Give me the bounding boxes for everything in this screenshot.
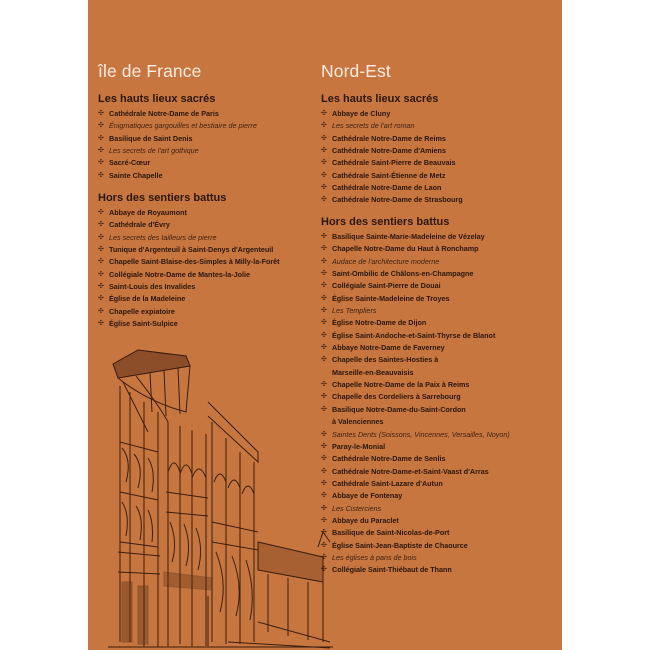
list-item-text: Cathédrale Notre-Dame de Paris — [109, 109, 219, 118]
list-item — [98, 269, 280, 281]
diamond-cross-bullet-icon: ✣ — [98, 246, 104, 254]
diamond-cross-bullet-icon: ✣ — [98, 258, 104, 266]
list-item-text: Cathédrale d'Évry — [109, 220, 170, 230]
list-item — [321, 404, 510, 416]
list-item — [98, 293, 280, 305]
list-item-text: Marseille-en-Beauvaisis — [332, 367, 414, 377]
diamond-cross-bullet-icon: ✣ — [321, 307, 327, 315]
list-item — [98, 133, 257, 145]
list-item-text: Paray-le-Monial — [332, 441, 386, 451]
diamond-cross-bullet-icon: ✣ — [321, 159, 327, 167]
diamond-cross-bullet-icon: ✣ — [321, 134, 327, 142]
list-item-text: Abbaye du Paraclet — [332, 515, 399, 525]
list-item — [321, 182, 463, 194]
diamond-cross-bullet-icon: ✣ — [321, 319, 327, 327]
diamond-cross-bullet-icon: ✣ — [98, 283, 104, 291]
list-item-text: Cathédrale Notre-Dame de Senlis — [332, 454, 446, 464]
list-item — [321, 317, 510, 329]
diamond-cross-bullet-icon: ✣ — [321, 196, 327, 204]
diamond-cross-bullet-icon: ✣ — [321, 356, 327, 364]
diamond-cross-bullet-icon: ✣ — [98, 209, 104, 216]
diamond-cross-bullet-icon: ✣ — [321, 492, 327, 500]
diamond-cross-bullet-icon: ✣ — [321, 171, 327, 179]
list-item-text: Abbaye de Cluny — [332, 109, 391, 118]
list-item — [321, 391, 510, 403]
list-item-text: Chapelle expiatoire — [109, 306, 175, 316]
diamond-cross-bullet-icon: ✣ — [321, 553, 327, 561]
list-item-text: Chapelle des Saintes-Hosties à — [332, 355, 439, 365]
list-item — [321, 157, 463, 169]
list-item — [321, 515, 510, 527]
list-item-text: Les Templiers — [332, 306, 377, 316]
list-item-text: Église Saint-Jean-Baptiste de Chaource — [332, 540, 468, 550]
list-item-text: Saintes Dents (Soissons, Vincennes, Versailles, Noyon) — [332, 429, 510, 439]
diamond-cross-bullet-icon: ✣ — [321, 331, 327, 339]
list-item-text: Église Saint-Sulpice — [109, 319, 178, 329]
list-item-text: Sainte Chapelle — [109, 170, 163, 180]
diamond-cross-bullet-icon: ✣ — [321, 344, 327, 352]
list-item — [321, 120, 463, 132]
item-list — [98, 207, 280, 330]
list-item — [98, 306, 280, 318]
list-item — [98, 318, 280, 330]
list-item — [321, 170, 463, 182]
list-item-text: Basilique Sainte-Marie-Madeleine de Vézelay — [332, 232, 485, 241]
diamond-cross-bullet-icon: ✣ — [98, 147, 104, 155]
diamond-cross-bullet-icon: ✣ — [321, 184, 327, 192]
list-item — [321, 231, 510, 243]
list-item — [321, 305, 510, 317]
list-item-text: Chapelle Saint-Blaise-des-Simples à Milly-la-Forêt — [109, 257, 280, 267]
list-item-text: Abbaye de Royaumont — [109, 208, 187, 217]
list-item — [98, 244, 280, 256]
list-item-text: Audace de l'architecture moderne — [332, 256, 440, 266]
list-item-text: Sacré-Cœur — [109, 158, 151, 168]
diamond-cross-bullet-icon: ✣ — [321, 541, 327, 549]
diamond-cross-bullet-icon: ✣ — [321, 381, 327, 389]
list-item-text: Cathédrale Notre-Dame de Reims — [332, 133, 446, 143]
list-item — [98, 145, 257, 157]
book-page — [88, 0, 562, 650]
list-item-text: Cathédrale Saint-Lazare d'Autun — [332, 478, 443, 488]
list-item — [321, 367, 510, 379]
list-item-text: Cathédrale Notre-Dame-et-Saint-Vaast d'Arras — [332, 466, 489, 476]
list-item — [98, 256, 280, 268]
diamond-cross-bullet-icon: ✣ — [321, 529, 327, 537]
list-item-text: Les Cisterciens — [332, 503, 382, 513]
list-item-text: Abbaye de Fontenay — [332, 491, 403, 501]
item-list — [321, 108, 463, 207]
list-item-text: Église Saint-Andoche-et-Saint-Thyrse de Blanot — [332, 330, 496, 340]
diamond-cross-bullet-icon: ✣ — [98, 171, 104, 179]
list-item-text: Les secrets de l'art gothique — [109, 146, 199, 156]
diamond-cross-bullet-icon: ✣ — [321, 270, 327, 278]
diamond-cross-bullet-icon: ✣ — [321, 566, 327, 574]
list-item-text: Cathédrale Notre-Dame de Laon — [332, 183, 442, 193]
list-item — [321, 268, 510, 280]
diamond-cross-bullet-icon: ✣ — [98, 270, 104, 278]
diamond-cross-bullet-icon: ✣ — [98, 320, 104, 328]
list-item-text: Collégiale Saint-Thiébaut de Thann — [332, 565, 452, 575]
region-title: île de France — [98, 61, 202, 81]
list-item — [321, 527, 510, 539]
list-item — [98, 219, 280, 231]
list-item — [321, 243, 510, 255]
list-item-text: Église de la Madeleine — [109, 294, 186, 304]
list-item-text: Collégiale Saint-Pierre de Douai — [332, 281, 441, 291]
list-item-text: Saint-Louis des Invalides — [109, 282, 196, 292]
list-item — [321, 540, 510, 552]
list-item-text: Chapelle Notre-Dame du Haut à Ronchamp — [332, 244, 479, 254]
diamond-cross-bullet-icon: ✣ — [321, 233, 327, 240]
list-item-text: Les églises à pans de bois — [332, 552, 417, 562]
list-item-text: Église Notre-Dame de Dijon — [332, 318, 427, 328]
section-title: Les hauts lieux sacrés — [98, 93, 216, 105]
list-item — [98, 207, 280, 219]
list-item — [321, 466, 510, 478]
diamond-cross-bullet-icon: ✣ — [98, 221, 104, 229]
list-item — [321, 293, 510, 305]
list-item — [321, 564, 510, 576]
section-title: Hors des sentiers battus — [321, 216, 450, 228]
list-item-text: Basilique de Saint Denis — [109, 133, 193, 143]
list-item — [321, 256, 510, 268]
list-item-text: Tunique d'Argenteuil à Saint-Denys d'Argenteuil — [109, 245, 274, 255]
list-item-text: Cathédrale Notre-Dame d'Amiens — [332, 146, 446, 156]
list-item-text: Cathédrale Notre-Dame de Strasbourg — [332, 195, 463, 205]
section-title: Hors des sentiers battus — [98, 192, 227, 204]
list-item-text: Cathédrale Saint-Pierre de Beauvais — [332, 158, 456, 168]
list-item-text: Chapelle des Cordeliers à Sarrebourg — [332, 392, 461, 402]
diamond-cross-bullet-icon: ✣ — [321, 147, 327, 155]
list-item — [98, 120, 257, 132]
list-item — [321, 342, 510, 354]
list-item-text: Basilique de Saint-Nicolas-de-Port — [332, 528, 450, 538]
diamond-cross-bullet-icon: ✣ — [98, 295, 104, 303]
list-item — [98, 232, 280, 244]
list-item — [98, 281, 280, 293]
list-item — [321, 478, 510, 490]
diamond-cross-bullet-icon: ✣ — [98, 307, 104, 315]
diamond-cross-bullet-icon: ✣ — [98, 233, 104, 241]
diamond-cross-bullet-icon: ✣ — [321, 442, 327, 450]
cathedral-choir-engraving — [108, 342, 333, 650]
diamond-cross-bullet-icon: ✣ — [321, 455, 327, 463]
list-item-text: Église Sainte-Madeleine de Troyes — [332, 293, 450, 303]
list-item-text: à Valenciennes — [332, 417, 384, 427]
diamond-cross-bullet-icon: ✣ — [98, 134, 104, 142]
diamond-cross-bullet-icon: ✣ — [321, 430, 327, 438]
diamond-cross-bullet-icon: ✣ — [98, 159, 104, 167]
diamond-cross-bullet-icon: ✣ — [98, 122, 104, 130]
diamond-cross-bullet-icon: ✣ — [321, 504, 327, 512]
list-item — [98, 170, 257, 182]
list-item — [321, 503, 510, 515]
list-item-text: Abbaye Notre-Dame de Faverney — [332, 343, 445, 353]
item-list — [98, 108, 257, 182]
diamond-cross-bullet-icon: ✣ — [321, 282, 327, 290]
diamond-cross-bullet-icon: ✣ — [321, 245, 327, 253]
list-item — [321, 416, 510, 428]
diamond-cross-bullet-icon: ✣ — [321, 479, 327, 487]
list-item — [321, 441, 510, 453]
list-item — [321, 429, 510, 441]
diamond-cross-bullet-icon: ✣ — [321, 405, 327, 413]
list-item-text: Les secrets de l'art roman — [332, 121, 415, 131]
list-item — [321, 108, 463, 120]
list-item — [321, 145, 463, 157]
list-item — [321, 330, 510, 342]
section-title: Les hauts lieux sacrés — [321, 93, 439, 105]
diamond-cross-bullet-icon: ✣ — [321, 257, 327, 265]
list-item-text: Chapelle Notre-Dame de la Paix à Reims — [332, 380, 470, 390]
list-item — [321, 552, 510, 564]
diamond-cross-bullet-icon: ✣ — [321, 393, 327, 401]
list-item — [98, 157, 257, 169]
list-item — [321, 133, 463, 145]
diamond-cross-bullet-icon: ✣ — [321, 516, 327, 524]
list-item — [321, 490, 510, 502]
list-item — [321, 194, 463, 206]
list-item — [321, 453, 510, 465]
diamond-cross-bullet-icon: ✣ — [321, 467, 327, 475]
list-item — [321, 354, 510, 366]
list-item-text: Saint-Ombilic de Châlons-en-Champagne — [332, 269, 474, 279]
list-item-text: Les secrets des tailleurs de pierre — [109, 232, 217, 242]
list-item — [98, 108, 257, 120]
list-item-text: Basilique Notre-Dame-du-Saint-Cordon — [332, 404, 466, 414]
diamond-cross-bullet-icon: ✣ — [321, 110, 327, 117]
list-item — [321, 280, 510, 292]
diamond-cross-bullet-icon: ✣ — [98, 110, 104, 117]
item-list — [321, 231, 510, 577]
diamond-cross-bullet-icon: ✣ — [321, 294, 327, 302]
list-item-text: Cathédrale Saint-Étienne de Metz — [332, 170, 446, 180]
diamond-cross-bullet-icon: ✣ — [321, 122, 327, 130]
list-item-text: Collégiale Notre-Dame de Mantes-la-Jolie — [109, 269, 250, 279]
list-item-text: Énigmatiques gargouilles et bestiaire de pierre — [109, 121, 257, 131]
list-item — [321, 379, 510, 391]
region-title: Nord-Est — [321, 61, 391, 81]
